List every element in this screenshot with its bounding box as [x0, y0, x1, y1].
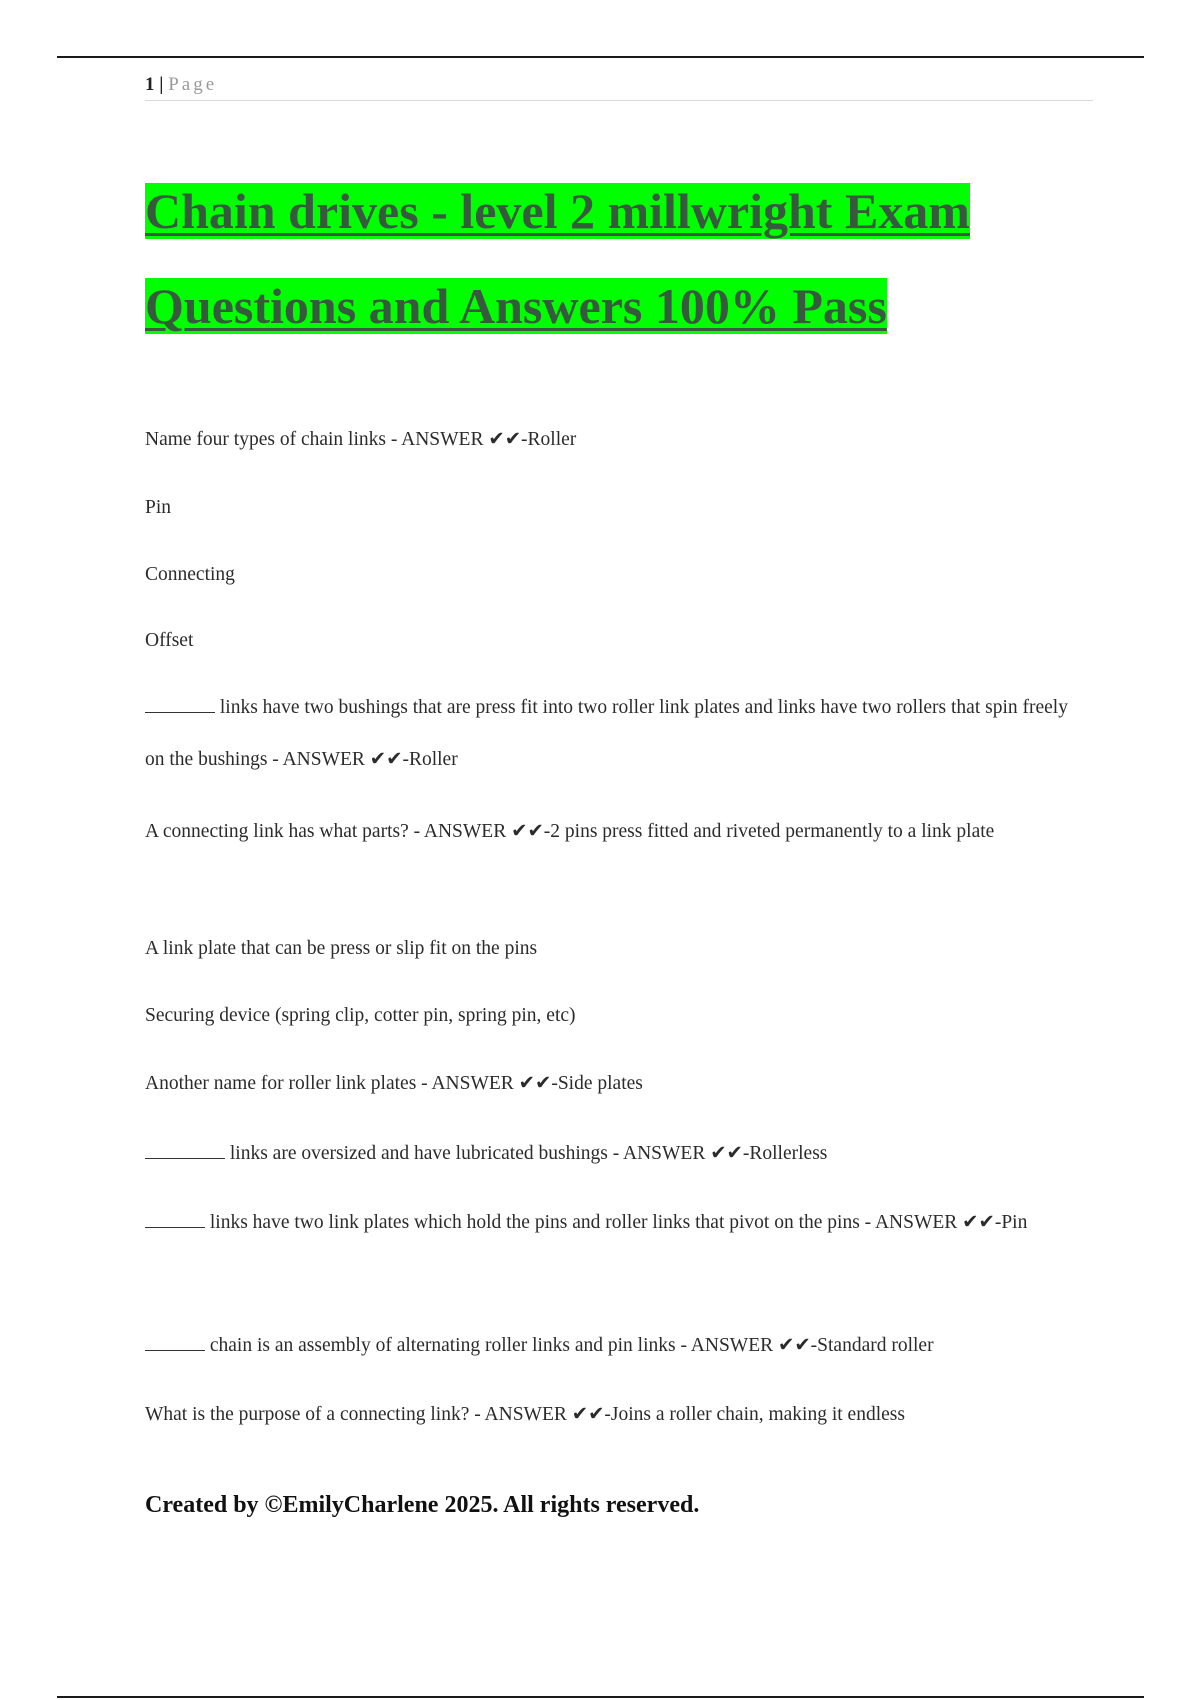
qa-item: Offset [145, 630, 194, 651]
qa-item: Another name for roller link plates - ANSWER ✔✔-Side plates [145, 1073, 643, 1094]
qa-item: A link plate that can be press or slip fit on the pins [145, 938, 538, 959]
document-title-text: Chain drives - level 2 millwright Exam Questions and Answers 100% Pass [145, 183, 970, 334]
qa-item: Name four types of chain links - ANSWER ✔✔-Roller [145, 429, 577, 450]
qa-item: What is the purpose of a connecting link? - ANSWER ✔✔-Joins a roller chain, making it endless [145, 1404, 905, 1425]
fill-in-blank [145, 694, 215, 713]
qa-item: Pin [145, 497, 172, 518]
qa-item: links are oversized and have lubricated bushings - ANSWER ✔✔-Rollerless [145, 1128, 1085, 1180]
fill-in-blank [145, 1140, 225, 1159]
top-rule [57, 56, 1144, 58]
page-word: Page [168, 74, 218, 95]
qa-item: Securing device (spring clip, cotter pin, spring pin, etc) [145, 1005, 576, 1026]
copyright-note: Created by ©EmilyCharlene 2025. All rights reserved. [145, 1492, 700, 1518]
bottom-rule [57, 1696, 1144, 1698]
qa-item: Connecting [145, 564, 235, 585]
page-separator: | [159, 74, 164, 95]
page-header [145, 70, 1093, 101]
fill-in-blank [145, 1332, 205, 1351]
qa-item: chain is an assembly of alternating roller links and pin links - ANSWER ✔✔-Standard roller [145, 1320, 1085, 1372]
fill-in-blank [145, 1209, 205, 1228]
qa-item: links have two bushings that are press fit into two roller link plates and links have two rollers that spin freely on the bushings - ANSWER ✔✔-Roller [145, 682, 1085, 786]
qa-item: links have two link plates which hold the pins and roller links that pivot on the pins - ANSWER ✔✔-Pin [145, 1197, 1085, 1249]
page-number: 1 [145, 74, 155, 95]
document-title [145, 164, 1105, 354]
qa-item: A connecting link has what parts? - ANSWER ✔✔-2 pins press fitted and riveted permanently to a link plate [145, 821, 995, 842]
